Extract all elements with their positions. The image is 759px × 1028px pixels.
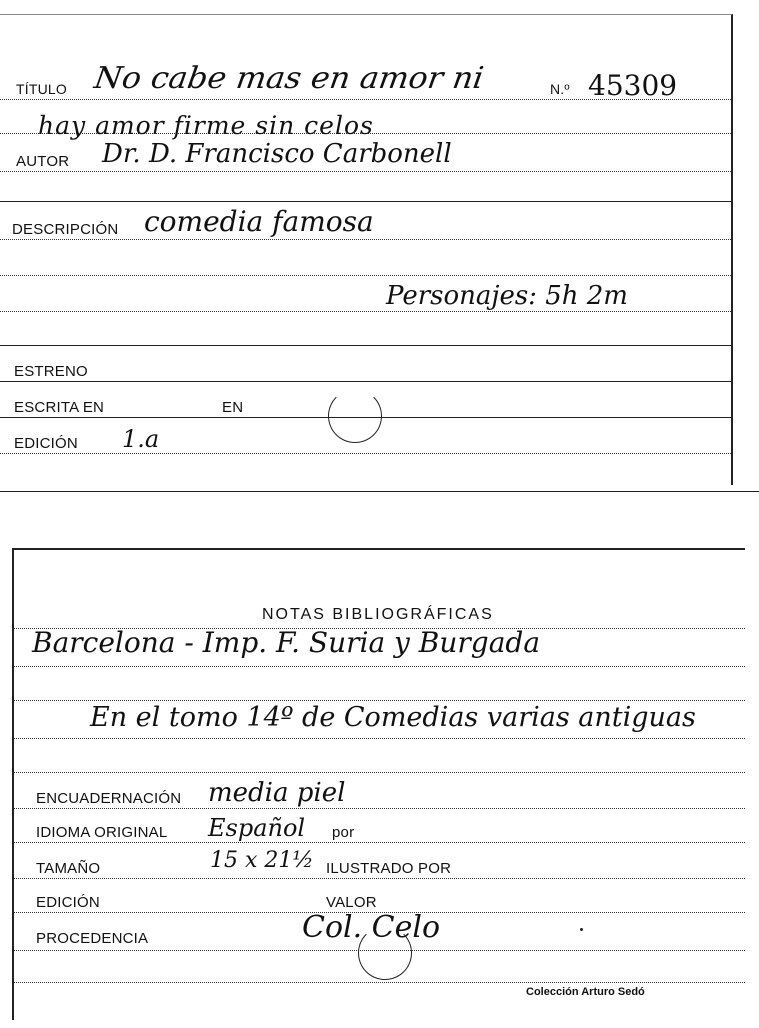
encuadernacion-value: media piel — [208, 778, 346, 808]
idioma-value: Español — [208, 814, 306, 842]
catalog-card-bottom — [12, 548, 745, 1020]
punch-hole-mark — [358, 926, 412, 980]
collection-credit: Colección Arturo Sedó — [526, 986, 645, 998]
tamano-value: 15 x 21½ — [210, 848, 314, 873]
numero-value: 45309 — [588, 69, 678, 102]
rule-line — [0, 171, 731, 172]
rule-line — [0, 275, 731, 276]
personajes-value: Personajes: 5h 2m — [386, 281, 628, 311]
rule-line — [14, 842, 745, 843]
edicion-value: 1.a — [122, 425, 160, 453]
procedencia-label: PROCEDENCIA — [36, 930, 149, 947]
edicion-label: EDICIÓN — [14, 435, 78, 452]
edicion-label-bottom: EDICIÓN — [36, 894, 100, 911]
ink-speck — [580, 928, 583, 931]
rule-line — [0, 239, 731, 240]
rule-line — [14, 982, 745, 983]
por-label: por — [332, 824, 355, 841]
tamano-label: TAMAÑO — [36, 860, 101, 877]
descripcion-label: DESCRIPCIÓN — [12, 221, 119, 238]
escrita-en-label: ESCRITA EN — [14, 399, 105, 416]
numero-label: N.º — [550, 81, 570, 97]
en-label: EN — [222, 399, 244, 416]
descripcion-value: comedia famosa — [144, 205, 374, 238]
rule-line — [0, 491, 759, 492]
idioma-label: IDIOMA ORIGINAL — [36, 824, 168, 841]
titulo-label: TÍTULO — [16, 81, 67, 97]
titulo-value-line1: No cabe mas en amor ni — [92, 61, 486, 96]
autor-label: AUTOR — [16, 153, 70, 170]
rule-line — [0, 381, 731, 382]
rule-line — [14, 878, 745, 879]
titulo-value-line2: hay amor firme sin celos — [38, 111, 374, 140]
catalog-card-top — [0, 14, 733, 485]
punch-hole-mark — [328, 389, 382, 443]
rule-line — [0, 345, 731, 346]
rule-line — [14, 700, 745, 701]
valor-label: VALOR — [326, 894, 377, 911]
rule-line — [0, 453, 731, 454]
estreno-label: ESTRENO — [14, 363, 88, 380]
notas-line1: Barcelona - Imp. F. Suria y Burgada — [32, 626, 541, 659]
rule-line — [14, 738, 745, 739]
rule-line — [0, 201, 731, 202]
rule-line — [14, 772, 745, 773]
notas-heading: NOTAS BIBLIOGRÁFICAS — [262, 606, 494, 623]
rule-line — [14, 666, 745, 667]
encuadernacion-label: ENCUADERNACIÓN — [36, 790, 182, 807]
notas-line2: En el tomo 14º de Comedias varias antiguas — [90, 702, 696, 733]
rule-line — [14, 808, 745, 809]
rule-line — [0, 311, 731, 312]
procedencia-value: Col. Celo — [302, 910, 441, 945]
autor-value: Dr. D. Francisco Carbonell — [102, 139, 452, 169]
ilustrado-label: ILUSTRADO POR — [326, 860, 452, 877]
